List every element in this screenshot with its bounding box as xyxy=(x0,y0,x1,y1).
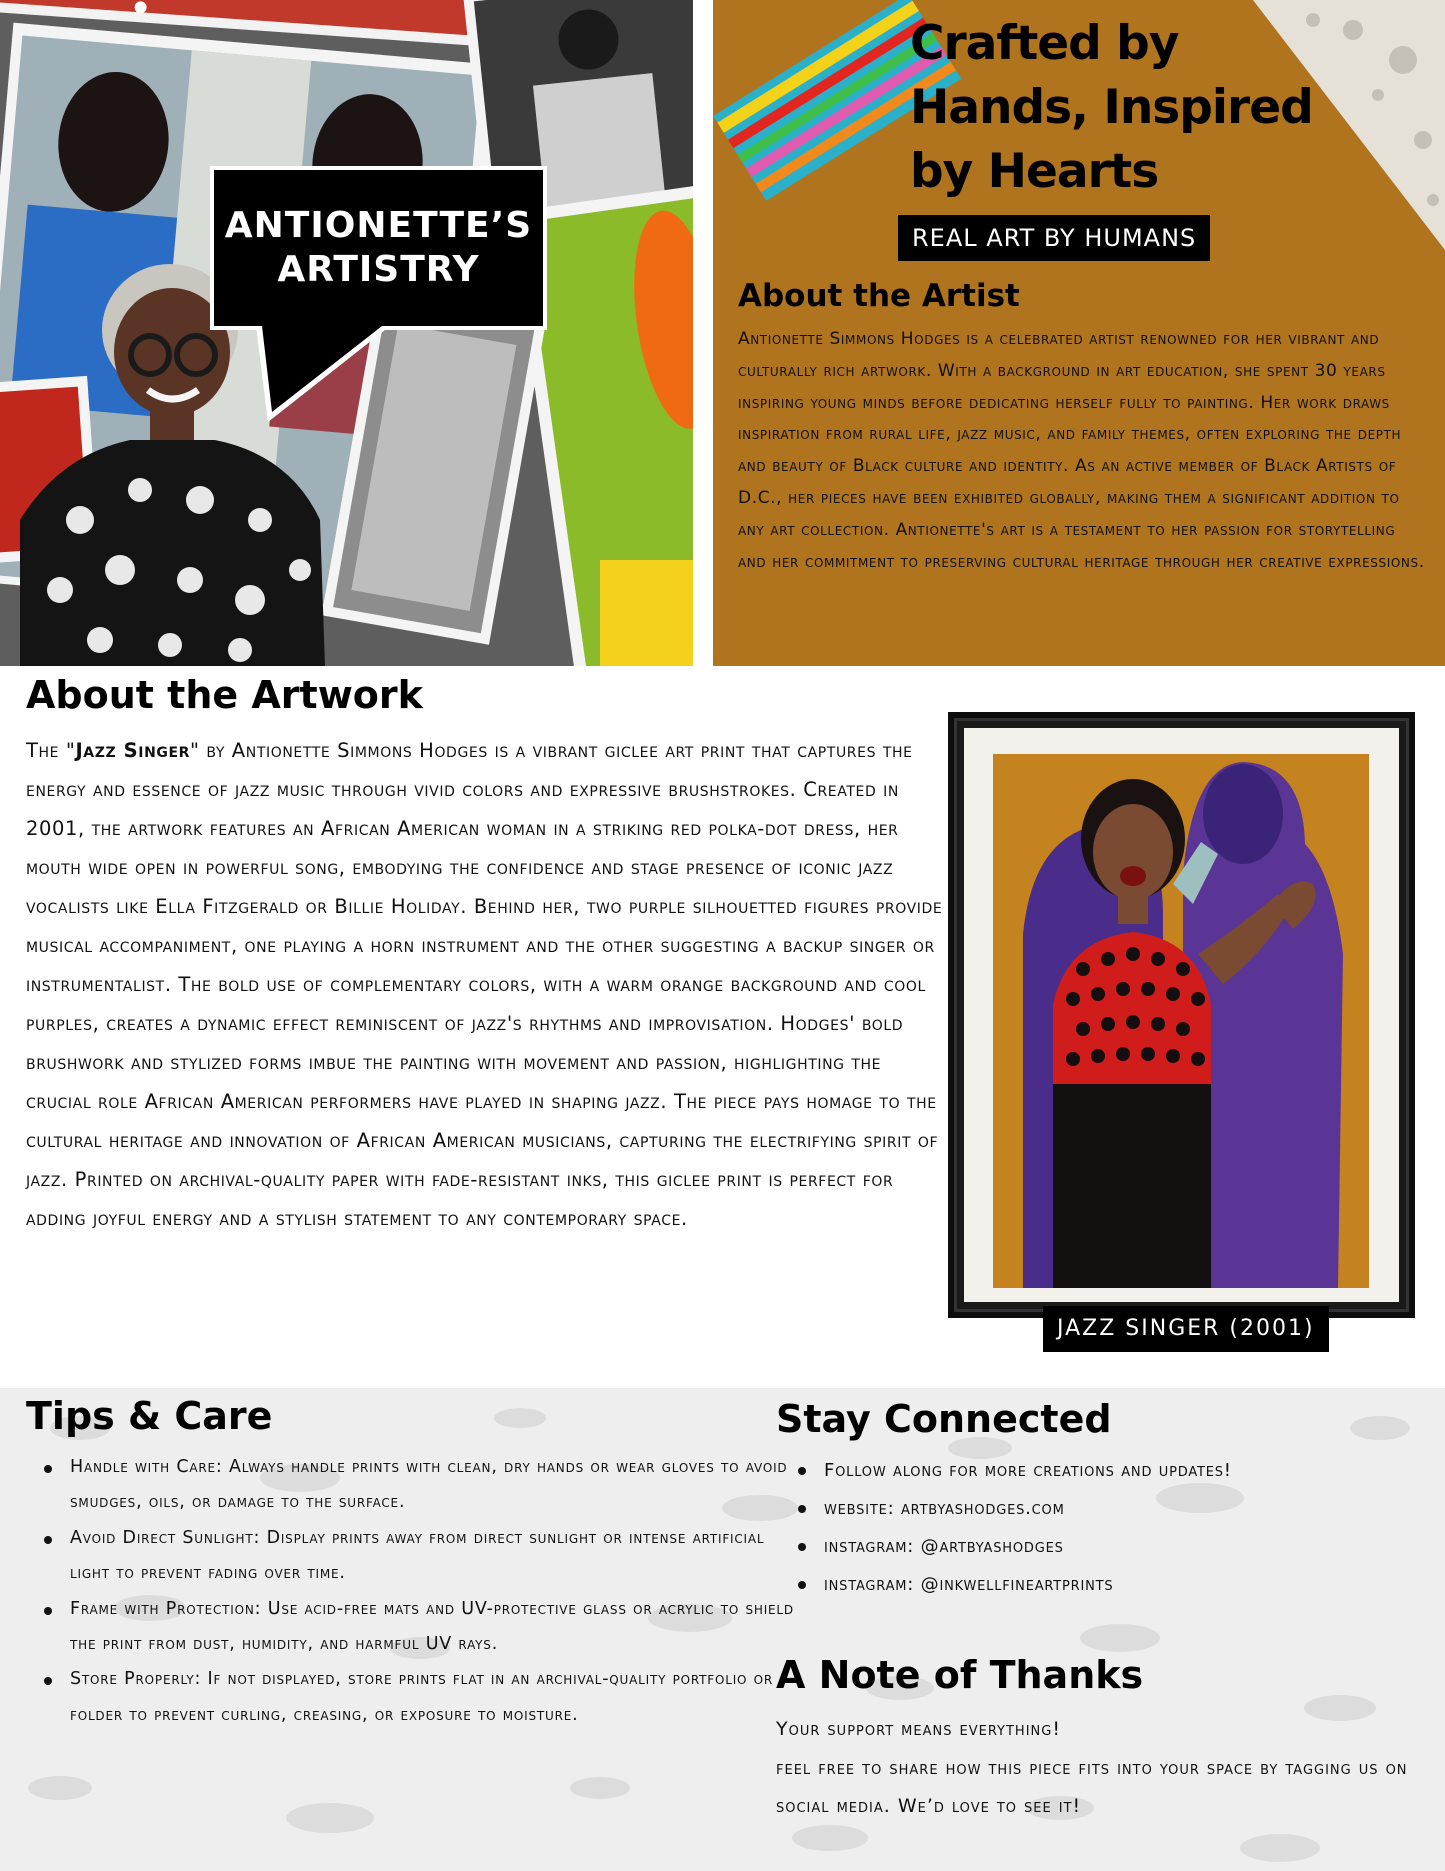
jazz-singer-painting xyxy=(993,754,1369,1288)
headline: Crafted by Hands, Inspired by Hearts xyxy=(910,16,1313,199)
about-artist-title: About the Artist xyxy=(738,278,1020,314)
stay-connected-title: Stay Connected xyxy=(776,1397,1112,1441)
thanks-line1: Your support means everything! xyxy=(776,1718,1061,1740)
artist-collage xyxy=(0,0,693,666)
tips-item: Frame with Protection: Use acid-free mats and UV-protective glass or acrylic to shield the print from dust, humidity, and harmful UV rays. xyxy=(70,1592,810,1663)
brand-name-line2: ARTISTRY xyxy=(277,249,480,290)
tips-title: Tips & Care xyxy=(26,1394,273,1438)
artwork-intro: The " xyxy=(26,739,76,762)
artwork-caption: JAZZ SINGER (2001) xyxy=(1043,1306,1329,1352)
about-artwork-title: About the Artwork xyxy=(26,673,423,717)
brand-speech-bubble xyxy=(210,166,547,330)
instagram-link[interactable]: instagram: @artbyashodges xyxy=(824,1528,1444,1566)
speech-bubble-tail xyxy=(262,326,382,412)
artwork-description: " by Antionette Simmons Hodges is a vibrant giclee art print that captures the energy and essence of jazz music through vivid colors and expressive brushstrokes. Created in 2001, the artwork features an African American woman in a striking red polka-dot dress, her mouth wide open in powerful song, embodying the confidence and stage presence of iconic jazz vocalists like Ella Fitzgerald or Billie Holiday. Behind her, two purple silhouetted figures provide musical accompaniment, one playing a horn instrument and the other suggesting a backup singer or instrumentalist. The bold use of complementary colors, with a warm orange background and cool purples, creates a dynamic effect reminiscent of jazz's rhythms and improvisation. Hodges' bold brushwork and stylized forms imbue the painting with movement and passion, highlighting the crucial role African American performers have played in shaping jazz. The piece pays homage to the cultural heritage and innovation of African American musicians, capturing the electrifying spirit of jazz. Printed on archival-quality paper with fade-resistant inks, this giclee print is perfect for adding joyful energy and a stylish statement to any contemporary space. xyxy=(26,739,943,1230)
connect-item: Follow along for more creations and updates! xyxy=(824,1452,1444,1490)
website-link[interactable]: website: artbyashodges.com xyxy=(824,1490,1444,1528)
tips-item: Store Properly: If not displayed, store prints flat in an archival-quality portfolio or folder to prevent curling, creasing, or exposure to moisture. xyxy=(70,1662,810,1733)
stay-connected-list xyxy=(780,1452,1444,1604)
about-artist-body: Antionette Simmons Hodges is a celebrated artist renowned for her vibrant and culturally rich artwork. With a background in art education, she spent 30 years inspiring young minds before dedicating herself fully to painting. Her work draws inspiration from rural life, jazz music, and family themes, often exploring the depth and beauty of Black culture and identity. As an active member of Black Artists of D.C., her pieces have been exhibited globally, making them a significant addition to any art collection. Antionette's art is a testament to her passion for storytelling and her commitment to preserving cultural heritage through her creative expressions. xyxy=(738,329,1425,572)
about-artist-panel xyxy=(713,0,1445,666)
instagram-link[interactable]: instagram: @inkwellfineartprints xyxy=(824,1566,1444,1604)
thanks-title: A Note of Thanks xyxy=(776,1653,1144,1697)
artwork-name: Jazz Singer xyxy=(75,739,191,762)
about-artwork-body xyxy=(26,731,946,1238)
thanks-body xyxy=(776,1710,1416,1826)
tips-item: Avoid Direct Sunlight: Display prints away from direct sunlight or intense artificial light to prevent fading over time. xyxy=(70,1521,810,1592)
tips-list xyxy=(26,1450,810,1733)
tips-item: Handle with Care: Always handle prints with clean, dry hands or wear gloves to avoid smudges, oils, or damage to the surface. xyxy=(70,1450,810,1521)
thanks-line2: feel free to share how this piece fits into your space by tagging us on social media. We’d love to see it! xyxy=(776,1756,1408,1817)
framed-artwork xyxy=(948,712,1415,1318)
brand-name-line1: ANTIONETTE’S xyxy=(224,205,533,246)
real-art-tag: REAL ART BY HUMANS xyxy=(898,215,1210,261)
